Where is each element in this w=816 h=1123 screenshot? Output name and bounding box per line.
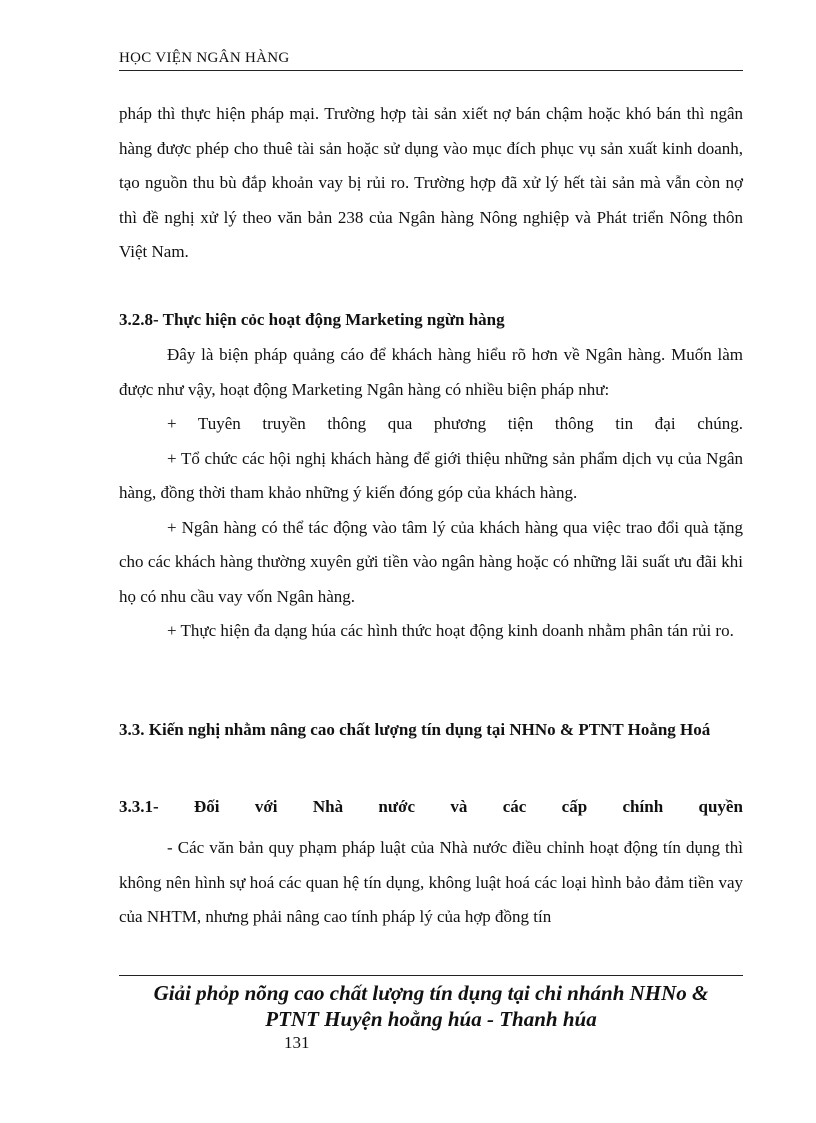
- section-3-2-8-heading: 3.2.8- Thực hiện cỏc hoạt động Marketing ngừn hàng: [119, 310, 505, 329]
- paragraph: Đây là biện pháp quảng cáo để khách hàng hiểu rõ hơn về Ngân hàng. Muốn làm được như vậy, hoạt động Marketing Ngân hàng có nhiều biện pháp như:: [119, 345, 743, 399]
- heading-word: Đối: [194, 797, 220, 816]
- bullet-item: + Ngân hàng có thể tác động vào tâm lý của khách hàng qua việc trao đổi quà tặng cho các khách hàng thường xuyên gửi tiền vào ngân hàng hoặc có những lãi suất ưu đãi khi họ có nhu cầu vay vốn Ngân hàng.: [119, 517, 743, 606]
- intro-paragraph: pháp thì thực hiện pháp mại. Trường hợp tài sản xiết nợ bán chậm hoặc khó bán thì ngân hàng được phép cho thuê tài sản hoặc sử dụng vào mục đích phục vụ sản xuất kinh doanh, tạo nguồn thu bù đắp khoản vay bị rủi ro. Trường hợp đã xử lý hết tài sản mà vẫn còn nợ thì đề nghị xử lý theo văn bản 238 của Ngân hàng Nông nghiệp và Phát triển Nông thôn Việt Nam.: [119, 104, 743, 261]
- heading-word: chính: [622, 797, 664, 816]
- header-title: HỌC VIỆN NGÂN HÀNG: [119, 50, 290, 66]
- section-3-3-1-heading: [119, 790, 743, 824]
- heading-word: 3.3.1-: [119, 797, 159, 816]
- heading-word: nước: [378, 797, 416, 816]
- paragraph: - Các văn bản quy phạm pháp luật của Nhà nước điều chỉnh hoạt động tín dụng thì không nên hình sự hoá các quan hệ tín dụng, không luật hoá các loại hình bảo đảm tiền vay của NHTM, nhưng phải nâng cao tính pháp lý của hợp đồng tín: [119, 838, 743, 926]
- page-number: 131: [284, 1033, 310, 1052]
- footer-title-line: PTNT Huyện hoằng húa - Thanh húa: [265, 1007, 597, 1031]
- page-header: [119, 50, 743, 71]
- footer-title: [119, 980, 743, 1032]
- section-3-3-1-body: [119, 831, 743, 935]
- bullet-item: + Tuyên truyền thông qua phương tiện thông tin đại chúng.: [167, 414, 743, 433]
- heading-word: cấp: [561, 797, 588, 816]
- bullet-item: + Tổ chức các hội nghị khách hàng để giới thiệu những sản phẩm dịch vụ của Ngân hàng, đồng thời tham khảo những ý kiến đóng góp của khách hàng.: [119, 448, 743, 502]
- heading-word: quyền: [698, 797, 743, 816]
- section-3-3-heading: 3.3. Kiến nghị nhằm nâng cao chất lượng tín dụng tại NHNo & PTNT Hoằng Hoá: [119, 720, 711, 739]
- heading-word: và: [450, 797, 468, 816]
- intro-paragraph-block: [119, 97, 743, 270]
- heading-word: các: [502, 797, 527, 816]
- footer-title-line: Giải phỏp nõng cao chất lượng tín dụng tại chi nhánh NHNo &: [153, 981, 709, 1005]
- bullet-item: + Thực hiện đa dạng húa các hình thức hoạt động kinh doanh nhằm phân tán rủi ro.: [167, 621, 734, 640]
- footer-divider: [119, 975, 743, 976]
- section-3-2-8-body: [119, 338, 743, 649]
- heading-word: với: [254, 797, 278, 816]
- heading-word: Nhà: [312, 797, 344, 816]
